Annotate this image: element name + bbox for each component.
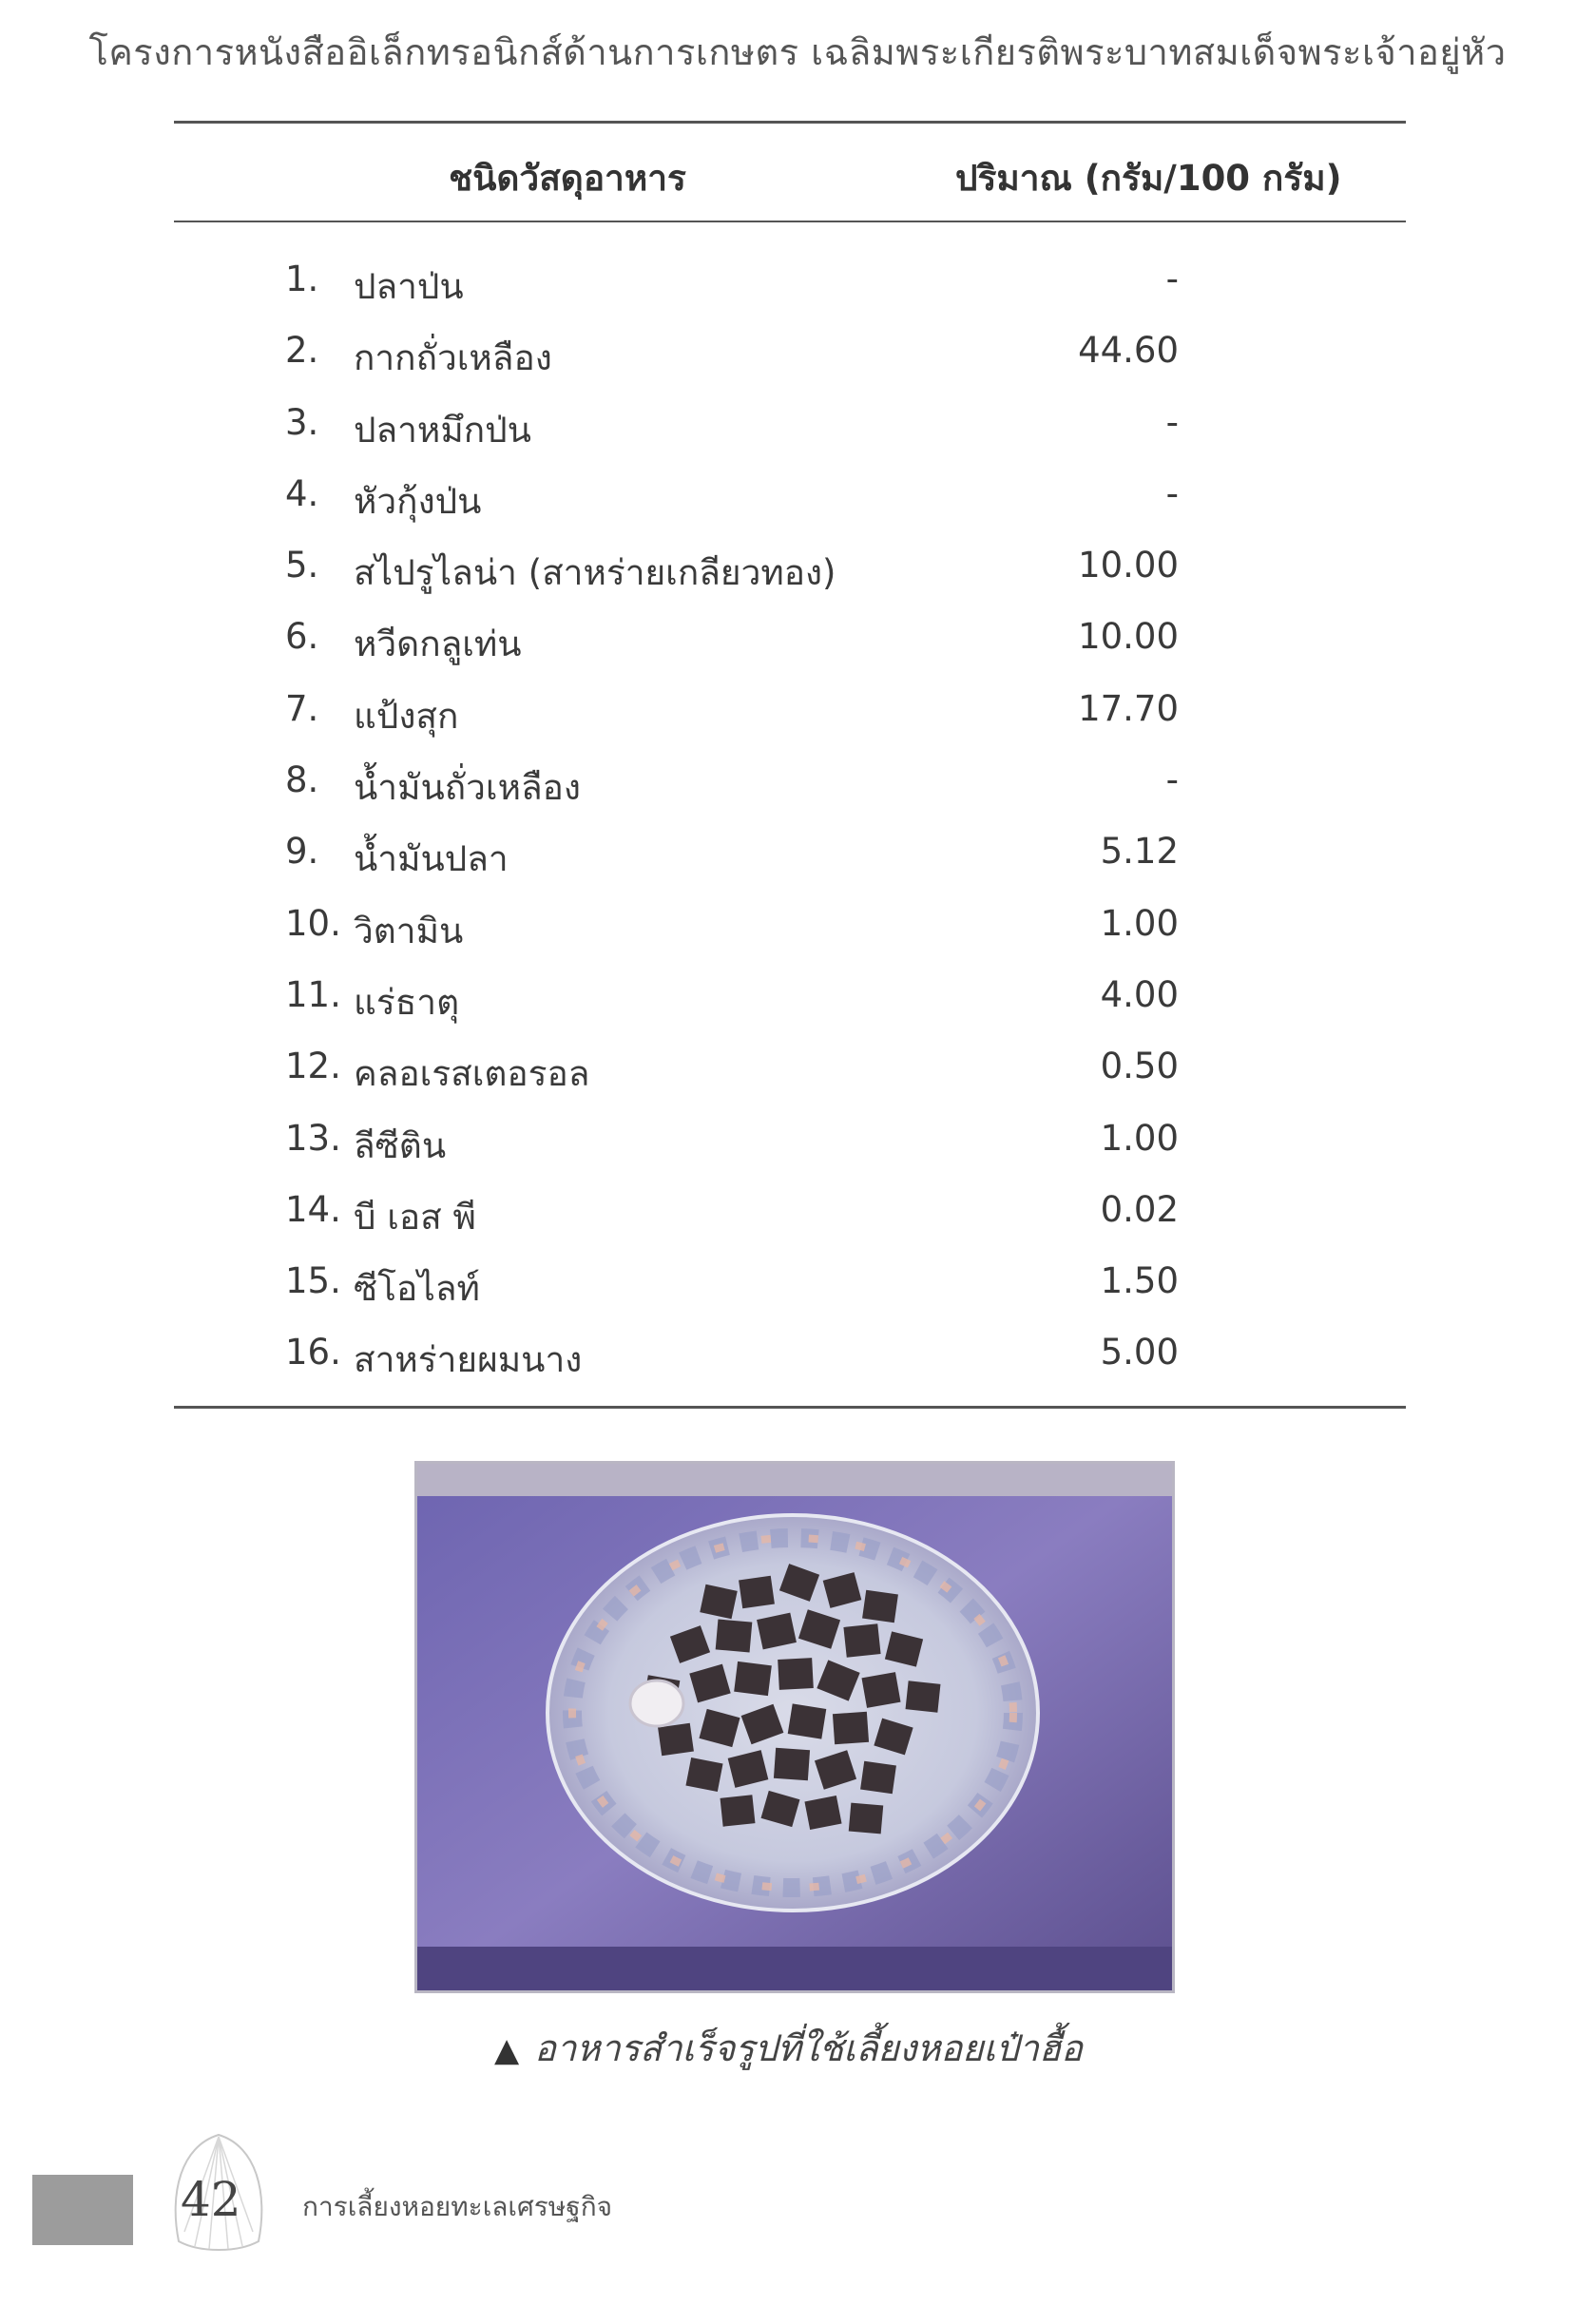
ingredient-name: ปลาหมึกป่น bbox=[354, 409, 531, 451]
ingredient-table-body bbox=[0, 255, 1595, 1400]
ingredient-name: หัวกุ้งป่น bbox=[354, 480, 482, 522]
row-number: 9. bbox=[285, 831, 319, 873]
row-number: 13. bbox=[285, 1117, 341, 1159]
table-row bbox=[0, 1042, 1595, 1113]
book-title: การเลี้ยงหอยทะเลเศรษฐกิจ bbox=[302, 2191, 613, 2222]
row-number: 15. bbox=[285, 1260, 341, 1302]
ingredient-name: น้ำมันปลา bbox=[354, 838, 509, 880]
row-number: 4. bbox=[285, 472, 319, 514]
ingredient-quantity: - bbox=[1165, 259, 1179, 299]
ingredient-name: บี เอส พี bbox=[354, 1196, 476, 1238]
table-row bbox=[0, 612, 1595, 683]
ingredient-name: สไปรูไลน่า (สาหร่ายเกลียวทอง) bbox=[354, 552, 836, 594]
ingredient-quantity: - bbox=[1165, 401, 1179, 443]
ingredient-name: น้ำมันถั่วเหลือง bbox=[354, 767, 581, 809]
table-row bbox=[0, 827, 1595, 898]
row-number: 5. bbox=[285, 545, 319, 586]
ingredient-name: แป้งสุก bbox=[354, 695, 459, 737]
row-number: 8. bbox=[285, 759, 319, 801]
row-number: 3. bbox=[285, 401, 319, 443]
ingredient-name: ปลาป่น bbox=[354, 266, 464, 307]
ingredient-quantity: 5.00 bbox=[1100, 1332, 1179, 1373]
ingredient-quantity: 10.00 bbox=[1078, 545, 1179, 586]
photo-caption bbox=[494, 2019, 1083, 2077]
ingredient-quantity: 4.00 bbox=[1100, 973, 1179, 1015]
plate-of-feed-photo-icon bbox=[417, 1464, 1172, 1990]
table-row bbox=[0, 1114, 1595, 1185]
row-number: 1. bbox=[285, 259, 319, 299]
ingredient-quantity: 5.12 bbox=[1100, 831, 1179, 873]
table-row bbox=[0, 541, 1595, 612]
row-number: 11. bbox=[285, 973, 341, 1015]
ingredient-name: แร่ธาตุ bbox=[354, 981, 460, 1023]
ingredient-quantity: 0.02 bbox=[1100, 1188, 1179, 1230]
table-row bbox=[0, 1257, 1595, 1328]
ingredient-quantity: 1.50 bbox=[1100, 1260, 1179, 1302]
column-header-material: ชนิดวัสดุอาหาร bbox=[449, 158, 686, 199]
ingredient-quantity: - bbox=[1165, 472, 1179, 514]
footer-gray-block bbox=[32, 2175, 133, 2245]
table-bottom-rule bbox=[174, 1406, 1406, 1409]
ingredient-quantity: - bbox=[1165, 759, 1179, 801]
ingredient-name: กากถั่วเหลือง bbox=[354, 337, 552, 379]
table-row bbox=[0, 970, 1595, 1042]
ingredient-quantity: 17.70 bbox=[1078, 687, 1179, 729]
ingredient-name: หวีดกลูเท่น bbox=[354, 624, 522, 665]
row-number: 16. bbox=[285, 1332, 341, 1373]
triangle-marker-icon: ▲ bbox=[494, 2031, 520, 2069]
row-number: 2. bbox=[285, 330, 319, 372]
ingredient-quantity: 10.00 bbox=[1078, 616, 1179, 658]
ingredient-quantity: 0.50 bbox=[1100, 1046, 1179, 1087]
table-row bbox=[0, 1328, 1595, 1399]
table-row bbox=[0, 255, 1595, 326]
row-number: 6. bbox=[285, 616, 319, 658]
table-row bbox=[0, 756, 1595, 827]
table-row bbox=[0, 398, 1595, 470]
table-row bbox=[0, 899, 1595, 970]
table-top-rule bbox=[174, 121, 1406, 124]
column-header-quantity: ปริมาณ (กรัม/100 กรัม) bbox=[955, 158, 1342, 199]
ingredient-quantity: 1.00 bbox=[1100, 902, 1179, 944]
photo-caption-text: อาหารสำเร็จรูปที่ใช้เลี้ยงหอยเป๋าฮื้อ bbox=[534, 2027, 1083, 2069]
ingredient-name: สาหร่ายผมนาง bbox=[354, 1339, 583, 1381]
ingredient-name: คลอเรสเตอรอล bbox=[354, 1053, 590, 1095]
feed-plate-photo bbox=[414, 1461, 1175, 1993]
row-number: 14. bbox=[285, 1188, 341, 1230]
running-header: โครงการหนังสืออิเล็กทรอนิกส์ด้านการเกษตร เฉลิมพระเกียรติพระบาทสมเด็จพระเจ้าอยู่หัว bbox=[88, 31, 1507, 73]
row-number: 12. bbox=[285, 1046, 341, 1087]
page-number: 42 bbox=[181, 2172, 241, 2227]
ingredient-name: วิตามิน bbox=[354, 910, 464, 951]
table-header-rule bbox=[174, 221, 1406, 222]
ingredient-name: ลีซีติน bbox=[354, 1124, 447, 1166]
row-number: 7. bbox=[285, 687, 319, 729]
row-number: 10. bbox=[285, 902, 341, 944]
table-row bbox=[0, 684, 1595, 756]
table-row bbox=[0, 470, 1595, 541]
ingredient-quantity: 44.60 bbox=[1078, 330, 1179, 372]
table-row bbox=[0, 1185, 1595, 1257]
table-row bbox=[0, 326, 1595, 397]
ingredient-quantity: 1.00 bbox=[1100, 1117, 1179, 1159]
ingredient-name: ซีโอไลท์ bbox=[354, 1268, 480, 1310]
